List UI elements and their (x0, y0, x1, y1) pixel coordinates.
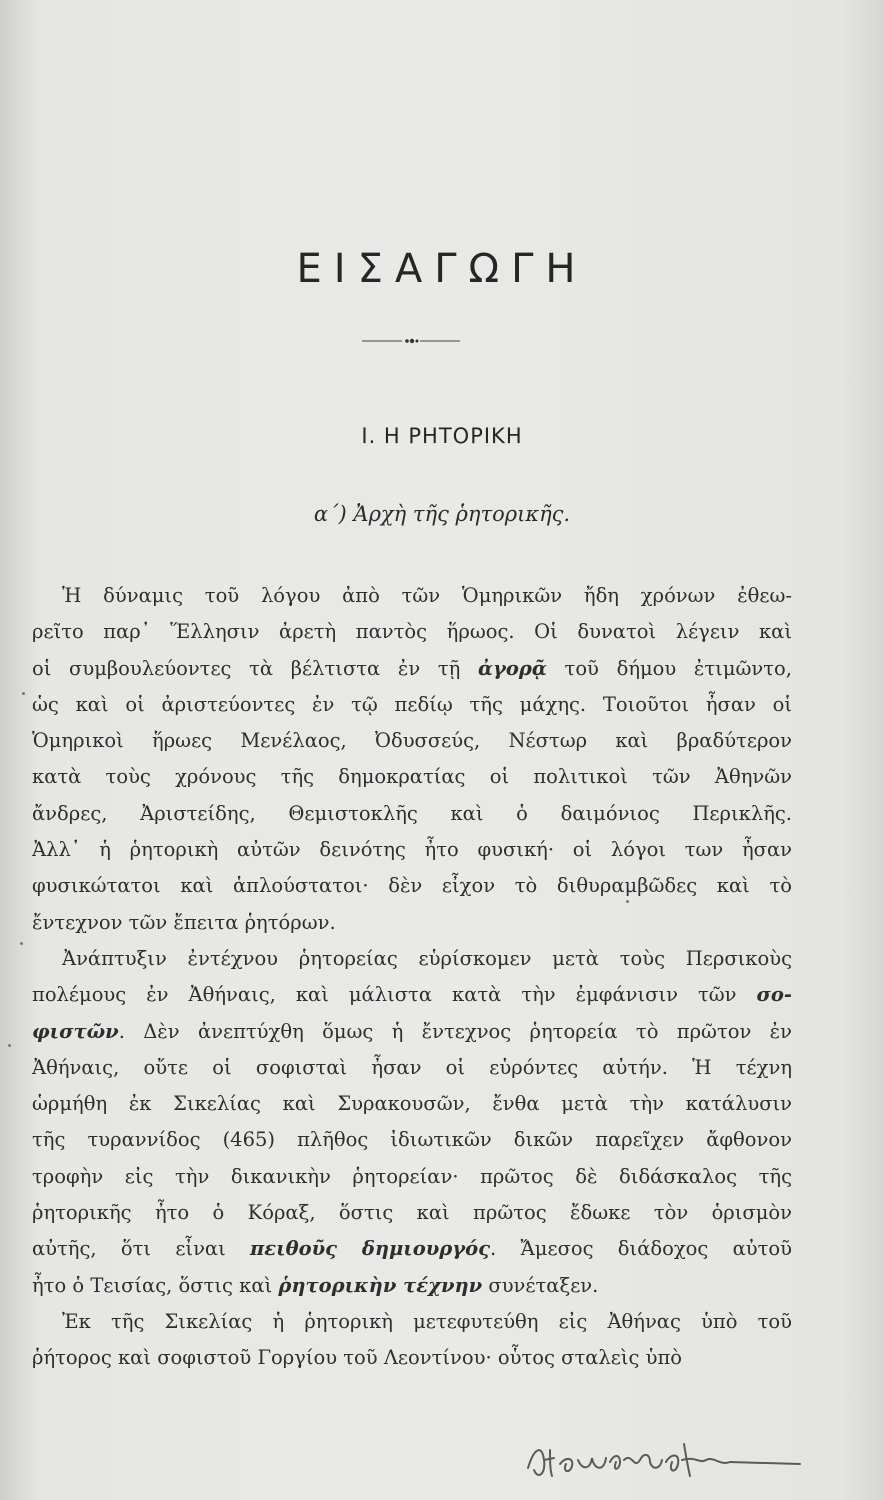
text-run: αὐτῆς, ὅτι εἶναι (32, 1237, 251, 1261)
text-run: Ὁμηρικοὶ ἥρωες Μενέλαος, Ὀδυσσεύς, Νέστωρ καὶ βραδύτερον (32, 729, 792, 753)
text-run: Ἀλλ᾽ ἡ ῥητορικὴ αὐτῶν δεινότης ἦτο φυσική· οἱ λόγοι των ἦσαν (32, 838, 792, 862)
text-line (32, 1086, 792, 1122)
text-line (32, 796, 792, 832)
text-run: . Ἄμεσος διάδοχος αὐτοῦ (490, 1237, 792, 1261)
page-title: ΕΙΣΑΓΩΓΗ (296, 246, 588, 292)
text-run: ὡρμήθη ἐκ Σικελίας καὶ Συρακουσῶν, ἔνθα μετὰ τὴν κατάλυσιν (32, 1092, 792, 1116)
text-line (32, 614, 792, 650)
text-run: ῥητορικῆς ἦτο ὁ Κόραξ, ὅστις καὶ πρῶτος ἔδωκε τὸν ὁρισμὸν (32, 1201, 792, 1225)
text-run: . Δὲν ἀνεπτύχθη ὅμως ἡ ἔντεχνος ῥητορεία τὸ πρῶτον ἐν (118, 1019, 792, 1043)
text-line (32, 1122, 792, 1158)
text-run: τοῦ δήμου ἐτιμῶντο, (546, 656, 792, 680)
text-run: Ἀνάπτυξιν ἐντέχνου ῥητορείας εὑρίσκομεν μετὰ τοὺς Περσικοὺς (62, 946, 792, 970)
emphasized-term: ἀγορᾷ (478, 656, 547, 680)
emphasized-term: φιστῶν (32, 1019, 119, 1043)
text-line (32, 1304, 792, 1340)
text-run: φυσικώτατοι καὶ ἁπλούστατοι· δὲν εἶχον τὸ διθυραμβῶδες καὶ τὸ (32, 874, 792, 898)
text-run: τροφὴν εἰς τὴν δικανικὴν ῥητορείαν· πρῶτος δὲ διδάσκαλος τῆς (32, 1164, 792, 1188)
text-line (32, 1231, 792, 1267)
text-line (32, 832, 792, 868)
divider-ornament (362, 338, 460, 344)
text-run: Ἡ δύναμις τοῦ λόγου ἀπὸ τῶν Ὁμηρικῶν ἤδη χρόνων ἐθεω- (62, 584, 792, 607)
text-run: τῆς τυραννίδος (465) πλῆθος ἰδιωτικῶν δικῶν παρεῖχεν ἄφθονον (32, 1128, 792, 1152)
text-line (32, 1050, 792, 1086)
text-line (32, 578, 792, 614)
text-line (32, 905, 792, 941)
print-speck (8, 1044, 11, 1047)
text-line (32, 1195, 792, 1231)
section-heading: Ι. Η ΡΗΤΟΡΙΚΗ (361, 424, 523, 448)
body-text (32, 578, 792, 1377)
text-run: ἦτο ὁ Τεισίας, ὅστις καὶ (32, 1273, 279, 1297)
text-line (32, 1014, 792, 1050)
text-line (32, 868, 792, 904)
text-line (32, 687, 792, 723)
handwritten-signature (520, 1430, 820, 1490)
sub-heading: α΄) Ἀρχὴ τῆς ῥητορικῆς. (313, 502, 571, 526)
print-speck (626, 900, 629, 903)
text-run: ἔντεχνον τῶν ἔπειτα ῥητόρων. (32, 910, 336, 934)
emphasized-term: πειθοῦς δημιουργός (250, 1237, 491, 1261)
text-run: συνέταξεν. (482, 1273, 599, 1297)
text-line (32, 941, 792, 977)
text-line (32, 1268, 792, 1304)
text-line (32, 759, 792, 795)
text-line (32, 723, 792, 759)
text-run: κατὰ τοὺς χρόνους τῆς δημοκρατίας οἱ πολιτικοὶ τῶν Ἀθηνῶν (32, 765, 792, 789)
text-line (32, 1159, 792, 1195)
print-speck (22, 692, 25, 695)
text-run: πολέμους ἐν Ἀθήναις, καὶ μάλιστα κατὰ τὴν ἐμφάνισιν τῶν (32, 983, 757, 1007)
text-run: ὡς καὶ οἱ ἀριστεύοντες ἐν τῷ πεδίῳ τῆς μάχης. Τοιοῦτοι ἦσαν οἱ (32, 692, 792, 716)
text-line (32, 1340, 792, 1376)
text-run: οἱ συμβουλεύοντες τὰ βέλτιστα ἐν τῇ (32, 656, 478, 680)
print-speck (20, 942, 23, 945)
emphasized-term: ῥητορικὴν τέχνην (278, 1273, 483, 1297)
text-line (32, 651, 792, 687)
text-run: ρεῖτο παρ᾽ Ἕλλησιν ἀρετὴ παντὸς ἥρωος. Οἱ δυνατοὶ λέγειν καὶ (32, 620, 792, 644)
text-run: Ἀθήναις, οὔτε οἱ σοφισταὶ ἦσαν οἱ εὑρόντες αὐτήν. Ἡ τέχνη (32, 1055, 792, 1079)
text-line (32, 977, 792, 1013)
text-run: ἄνδρες, Ἀριστείδης, Θεμιστοκλῆς καὶ ὁ δαιμόνιος Περικλῆς. (32, 801, 792, 825)
text-run: ῥήτορος καὶ σοφιστοῦ Γοργίου τοῦ Λεοντίνου· οὗτος σταλεὶς ὑπὸ (32, 1346, 683, 1370)
text-run: Ἐκ τῆς Σικελίας ἡ ῥητορικὴ μετεφυτεύθη εἰς Ἀθήνας ὑπὸ τοῦ (62, 1309, 792, 1333)
emphasized-term: σο- (756, 983, 792, 1007)
